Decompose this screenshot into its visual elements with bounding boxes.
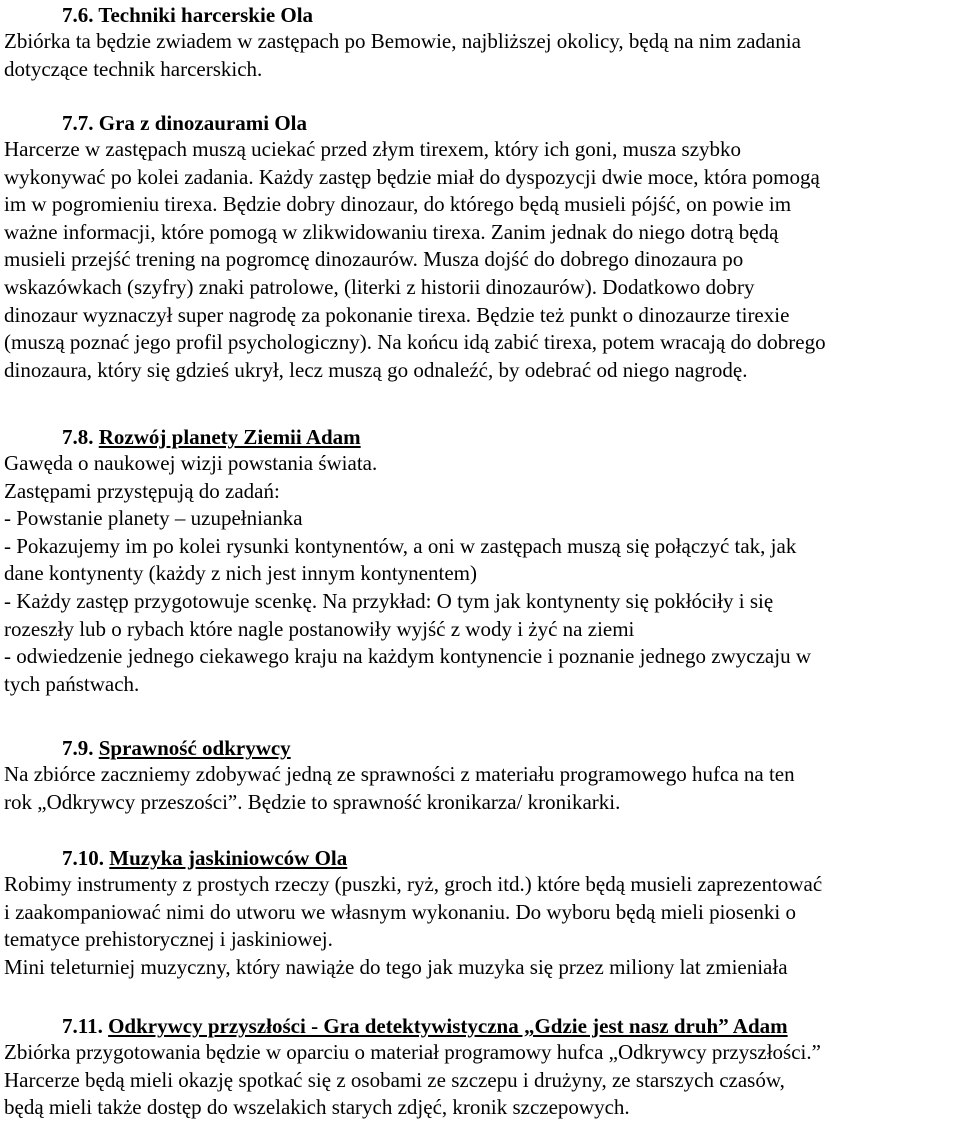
section-number: 7.10. (62, 846, 104, 870)
section-body (0, 28, 952, 83)
section-title: Odkrywcy przyszłości - Gra detektywistyczna „Gdzie jest nasz druh” Adam (108, 1014, 788, 1038)
section-heading (0, 845, 960, 871)
text-line: rozeszły lub o rybach które nagle postanowiły wyjść z wody i żyć na ziemi (4, 616, 635, 641)
text-line: Zbiórka przygotowania będzie w oparciu o materiał programowy hufca „Odkrywcy przyszłości.” (4, 1040, 821, 1064)
section-7-9 (0, 735, 960, 816)
section-7-7 (0, 110, 960, 384)
section-title: Techniki harcerskie Ola (98, 3, 314, 27)
text-line: im w pogromieniu tirexa. Będzie dobry dinozaur, do którego będą musieli pójść, on powie im (4, 192, 792, 217)
section-body (0, 871, 952, 981)
text-line: dinozaura, który się gdzieś ukrył, lecz muszą go odnaleźć, by odebrać od niego nagrodę. (4, 357, 748, 382)
text-line: Harcerze w zastępach muszą uciekać przed złym tirexem, który ich goni, musza szybko (4, 137, 742, 161)
text-line: - Każdy zastęp przygotowuje scenkę. Na przykład: O tym jak kontynenty się pokłóciły i się (4, 588, 774, 613)
text-line: dinozaur wyznaczył super nagrodę za pokonanie tirexa. Będzie też punkt o dinozaurze tirexie (4, 302, 790, 327)
text-line: Zastępami przystępują do zadań: (4, 478, 280, 503)
section-title: Sprawność odkrywcy (98, 736, 291, 760)
text-line: wskazówkach (szyfry) znaki patrolowe, (literki z historii dinozaurów). Dodatkowo dobry (4, 274, 755, 299)
section-body (0, 1039, 952, 1122)
section-heading (0, 1013, 960, 1039)
section-7-8 (0, 424, 960, 698)
text-line: - Powstanie planety – uzupełnianka (4, 506, 303, 531)
section-body (0, 450, 952, 698)
text-line: musieli przejść trening na pogromcę dinozaurów. Musza dojść do dobrego dinozaura po (4, 247, 744, 272)
section-number: 7.6. (62, 3, 94, 27)
text-line: rok „Odkrywcy przeszości”. Będzie to sprawność kronikarza/ kronikarki. (4, 789, 621, 814)
section-heading (0, 2, 960, 28)
section-number: 7.7. (62, 111, 94, 135)
section-7-6 (0, 2, 960, 83)
text-line: Zbiórka ta będzie zwiadem w zastępach po Bemowie, najbliższej okolicy, będą na nim zadania (4, 29, 801, 53)
text-line: będą mieli także dostęp do wszelakich starych zdjęć, kronik szczepowych. (4, 1095, 630, 1120)
text-line: i zaakompaniować nimi do utworu we własnym wykonaniu. Do wyboru będą mieli piosenki o (4, 899, 797, 924)
text-line: Gawęda o naukowej wizji powstania świata. (4, 451, 378, 475)
text-line: Harcerze będą mieli okazję spotkać się z osobami ze szczepu i drużyny, ze starszych czasów, (4, 1067, 785, 1092)
text-line: tematyce prehistorycznej i jaskiniowej. (4, 927, 333, 952)
text-line: dotyczące technik harcerskich. (4, 56, 263, 81)
text-line: Robimy instrumenty z prostych rzeczy (puszki, ryż, groch itd.) które będą musieli zaprezentować (4, 872, 823, 896)
section-title: Muzyka jaskiniowców Ola (109, 846, 348, 870)
text-line: ważne informacji, które pomogą w zlikwidowaniu tirexa. Zanim jednak do niego dotrą będą (4, 219, 779, 244)
section-body (0, 761, 952, 816)
section-heading (0, 735, 960, 761)
text-line: tych państwach. (4, 671, 140, 696)
section-title: Rozwój planety Ziemii Adam (98, 425, 361, 449)
section-title: Gra z dinozaurami Ola (98, 111, 307, 135)
section-7-10 (0, 845, 960, 981)
text-line: Mini teleturniej muzyczny, który nawiąże do tego jak muzyka się przez miliony lat zmieniała (4, 954, 788, 979)
section-heading (0, 424, 960, 450)
section-body (0, 136, 952, 384)
section-number: 7.8. (62, 425, 94, 449)
section-heading (0, 110, 960, 136)
text-line: - odwiedzenie jednego ciekawego kraju na każdym kontynencie i poznanie jednego zwyczaju w (4, 644, 812, 669)
text-line: - Pokazujemy im po kolei rysunki kontynentów, a oni w zastępach muszą się połączyć tak, jak (4, 533, 797, 558)
text-line: dane kontynenty (każdy z nich jest innym kontynentem) (4, 561, 477, 586)
text-line: Na zbiórce zaczniemy zdobywać jedną ze sprawności z materiału programowego hufca na ten (4, 762, 795, 786)
text-line: wykonywać po kolei zadania. Każdy zastęp będzie miał do dyspozycji dwie moce, która pomogą (4, 164, 820, 189)
text-line: (muszą poznać jego profil psychologiczny). Na końcu idą zabić tirexa, potem wracają do dobrego (4, 330, 826, 355)
section-number: 7.11. (62, 1014, 103, 1038)
section-number: 7.9. (62, 736, 94, 760)
section-7-11 (0, 1013, 960, 1122)
